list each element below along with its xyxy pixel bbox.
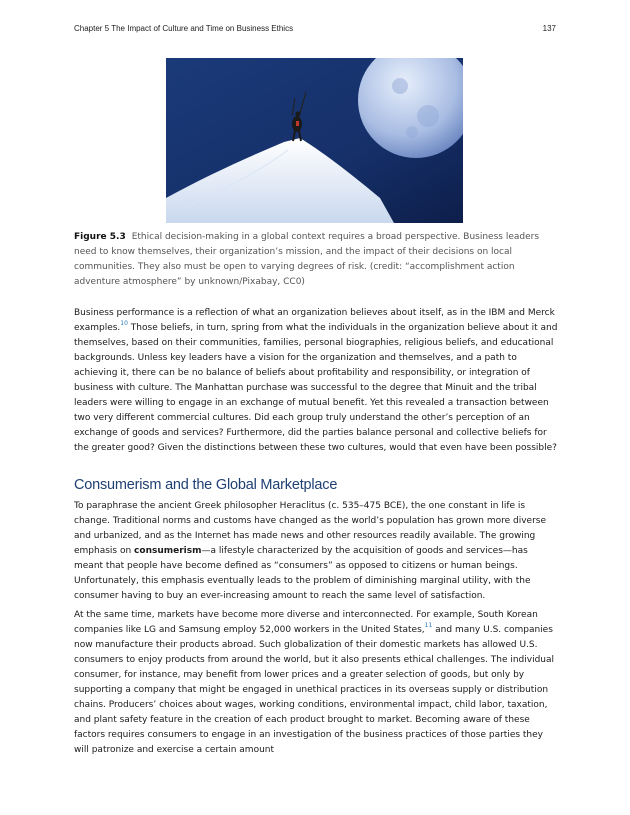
key-term-consumerism: consumerism (134, 546, 202, 556)
paragraph-text: To paraphrase the ancient Greek philosopher Heraclitus (c. 535–475 BCE), the one constant in life is change. Traditional norms and customs have changed as the world’s population has grown more diverse and urbanized, and as the Internet has made news and other resources readily available. The growing emphasis on (74, 501, 546, 556)
footnote-ref-10[interactable]: 10 (120, 320, 128, 327)
body-paragraph-1 (74, 306, 558, 456)
body-paragraph-3 (74, 608, 558, 758)
paragraph-text: —a lifestyle characterized by the acquisition of goods and services—has meant that people have become defined as “consumers” as opposed to citizens or human beings. Unfortunately, this emphasis eventually leads to the problem of diminishing marginal utility, with the consumer having to buy an ever-increasing amount to reach the same level of satisfaction. (74, 546, 531, 601)
footnote-ref-11[interactable]: 11 (424, 622, 433, 629)
body-paragraph-2 (74, 499, 558, 604)
paragraph-text: and many U.S. companies now manufacture their products abroad. Such globalization of their domestic markets has allowed U.S. consumers to enjoy products from around the world, but it also presents ethical challenges. The individual consumer, for instance, may benefit from lower prices and a greater selection of goods, but only by supporting a company that might be engaged in unethical practices in its overseas supply or distribution chains. Producers’ choices about wages, working conditions, environmental impact, child labor, taxation, and plant safety feature in the creation of each product brought to market. Becoming aware of these factors requires consumers to engage in an investigation of the business practices of those parties they will patronize and exercise a certain amount (74, 625, 555, 755)
paragraph-text: Those beliefs, in turn, spring from what the individuals in the organization believe about it and themselves, based on their communities, families, personal biographies, religious beliefs, and educational backgrounds. Unless key leaders have a vision for the organization and themselves, and a path to achieving it, there can be no balance of beliefs about profitability and responsibility, or integration of business with culture. The Manhattan purchase was successful to the degree that Minuit and the tribal leaders were willing to engage in an exchange of mutual benefit. Yet this revealed a transaction between two very different commercial cultures. Did each group truly understand the other’s perception of an exchange of goods and services? Furthermore, did the parties balance personal and collective beliefs for the greater good? Given the distinctions between these two cultures, would that even have been possible? (74, 323, 558, 453)
page-number: 137 (542, 24, 556, 33)
paragraph-text: At the same time, markets have become more diverse and interconnected. For example, South Korean companies like LG and Samsung employ 52,000 workers in the United States, (74, 610, 538, 635)
figure-caption-text: Ethical decision-making in a global context requires a broad perspective. Business leaders need to know themselves, their organization’s mission, and the impact of their decisions on local communities. They also must be open to varying degrees of risk. (credit: “accomplishment action adventure atmosphere” by unknown/Pixabay, CC0) (74, 232, 540, 287)
chapter-title: Chapter 5 The Impact of Culture and Time on Business Ethics (74, 24, 294, 33)
figure-caption (74, 230, 558, 290)
page-header (74, 24, 556, 33)
section-heading: Consumerism and the Global Marketplace (74, 477, 338, 493)
paragraph-text: Business performance is a reflection of what an organization believes about itself, as in the IBM and Merck examples. (74, 308, 555, 333)
figure-image-climber-moon (166, 58, 463, 223)
figure-label: Figure 5.3 (74, 232, 126, 242)
